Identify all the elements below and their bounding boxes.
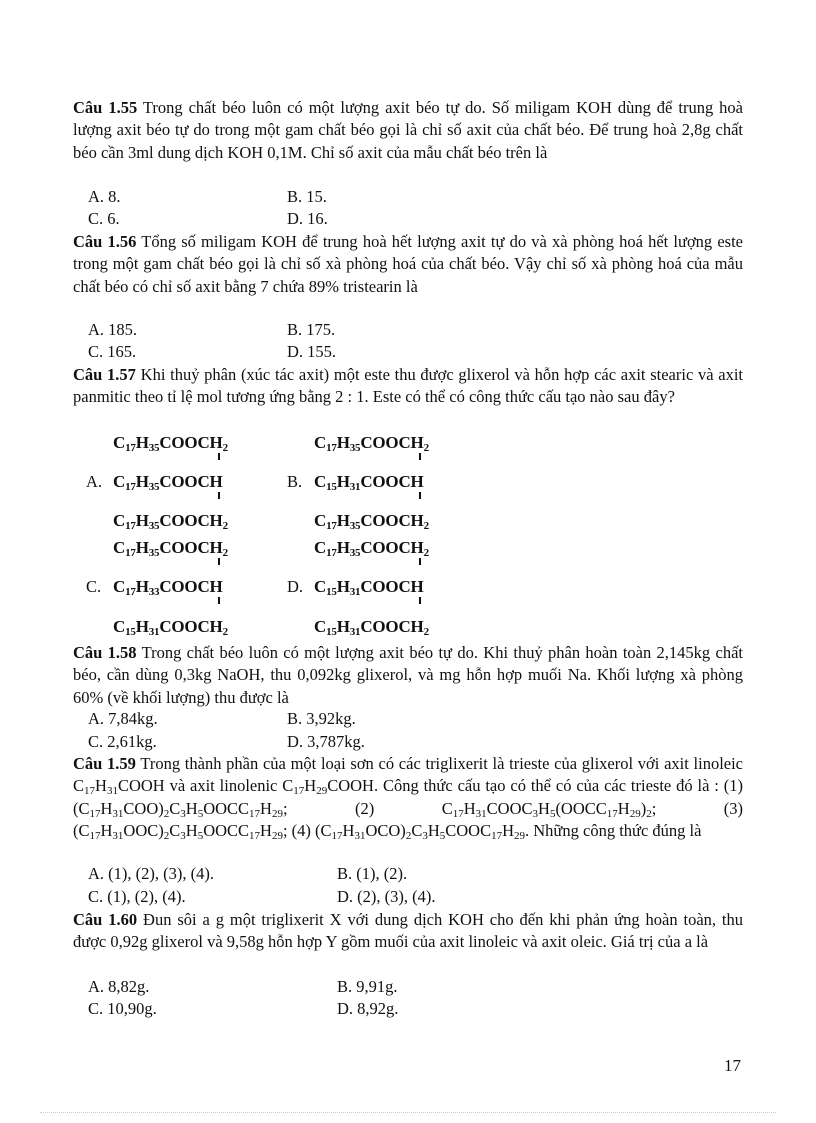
page-number: 17	[724, 1056, 741, 1075]
question-text: Khi thuỷ phân (xúc tác axit) một este thu được glixerol và hỗn hợp các axit stearic và axit panmitic theo tỉ lệ mol tương ứng bằng 2 : 1. Este có thể có công thức cấu tạo nào sau đây?	[73, 365, 744, 407]
answer-a: A. 8.	[88, 187, 121, 206]
question-1-58	[73, 642, 743, 709]
answer-c: C. 6.	[88, 209, 120, 228]
formula-c-3: $C_{15}H_{31}COOCH_2$	[113, 617, 228, 638]
question-text: Trong thành phần của một loại sơn có các triglixerit là trieste của glixerol với axit linoleic	[135, 754, 744, 773]
question-1-60	[73, 909, 743, 954]
formula-d-2: $C_{15}H_{31}COOCH$	[314, 577, 424, 598]
answer-a: A. (1), (2), (3), (4).	[88, 864, 214, 883]
answer-c: C. 165.	[88, 342, 137, 361]
formula-b-1: $C_{17}H_{35}COOCH_2$	[314, 433, 429, 454]
answer-a: A. 185.	[88, 320, 138, 339]
answer-d: D. 155.	[287, 342, 337, 361]
question-label: Câu 1.56	[73, 232, 137, 251]
answer-b: B. 9,91g.	[337, 977, 398, 996]
formula-b-2: $C_{15}H_{31}COOCH$	[314, 472, 424, 493]
question-1-56	[73, 231, 743, 298]
question-text: . Những công thức đúng là	[525, 821, 702, 841]
question-text: . Công thức cấu tạo có thể có của các trieste đó là :	[373, 776, 719, 796]
option-c-label: C.	[86, 577, 102, 596]
question-label: Câu 1.55	[73, 98, 138, 117]
answer-d: D. (2), (3), (4).	[337, 887, 436, 906]
formula-d-3: $C_{15}H_{31}COOCH_2$	[314, 617, 429, 638]
page-bottom-divider	[40, 1112, 776, 1113]
option-b-label: B.	[287, 472, 303, 491]
answer-c: C. 10,90g.	[88, 999, 157, 1018]
question-label: Câu 1.60	[73, 910, 138, 929]
answer-b: B. (1), (2).	[337, 864, 408, 883]
question-1-55	[73, 97, 743, 164]
answer-b: B. 175.	[287, 320, 336, 339]
question-label: Câu 1.57	[73, 365, 136, 384]
question-text: và axit linolenic	[169, 776, 278, 796]
option-a-label: A.	[86, 472, 103, 491]
option-d-label: D.	[287, 577, 304, 596]
question-1-57	[73, 364, 743, 409]
question-label: Câu 1.58	[73, 643, 137, 662]
answer-b: B. 3,92kg.	[287, 709, 356, 728]
answer-d: D. 3,787kg.	[287, 732, 365, 751]
question-text: Tổng số miligam KOH để trung hoà hết lượng axit tự do và xà phòng hoá hết lượng este trong một gam chất béo gọi là chỉ số xà phòng hoá của chất béo. Vậy chỉ số xà phòng hoá của mẫu chất béo có chỉ số axit bằng 7 chứa 89% tristearin là	[73, 232, 743, 296]
answer-d: D. 8,92g.	[337, 999, 399, 1018]
answer-c: C. (1), (2), (4).	[88, 887, 186, 906]
question-1-59: Câu 1.59 Trong thành phần của một loại sơn có các triglixerit là trieste của glixerol với axit linoleic $C_{17}H_{31}COOH$ và axit linolenic $C_{17}H_{29}COOH$. Công thức cấu tạo có thể có của các trieste đó là : (1) $(C_{17}H_{31}COO)_2C_3H_5OOCC_{17}H_{29}$; (2) $C_{17}H_{31}COOC_3H_5(OOCC_{17}H_{29})_2$; (3) $(C_{17}H_{31}OOC)_2C_3H_5OOCC_{17}H_{29}$; (4) $(C_{17}H_{31}OCO)_2C_3H_5COOC_{17}H_{29}$. Những công thức đúng là	[73, 754, 744, 843]
formula-a-3: $C_{17}H_{35}COOCH_2$	[113, 511, 228, 532]
formula-d-1: $C_{17}H_{35}COOCH_2$	[314, 538, 429, 559]
question-label: Câu 1.59	[73, 754, 136, 773]
formula-a-1: $C_{17}H_{35}COOCH_2$	[113, 433, 228, 454]
answer-c: C. 2,61kg.	[88, 732, 157, 751]
formula-b-3: $C_{17}H_{35}COOCH_2$	[314, 511, 429, 532]
formula-c-2: $C_{17}H_{33}COOCH$	[113, 577, 223, 598]
question-text: Trong chất béo luôn có một lượng axit béo tự do. Khi thuỷ phân hoàn toàn 2,145kg chất béo, cần dùng 0,3kg NaOH, thu 0,092kg glixerol, và mg hỗn hợp muối Na. Khối lượng xà phòng 60% (về khối lượng) thu được là	[73, 643, 743, 707]
formula-c-1: $C_{17}H_{35}COOCH_2$	[113, 538, 228, 559]
answer-b: B. 15.	[287, 187, 327, 206]
answer-a: A. 8,82g.	[88, 977, 150, 996]
question-text: Đun sôi a g một triglixerit X với dung dịch KOH cho đến khi phản ứng hoàn toàn, thu được 0,92g glixerol và 9,58g hỗn hợp Y gồm muối của axit linoleic và axit oleic. Giá trị của a là	[73, 910, 743, 952]
formula-a-2: $C_{17}H_{35}COOCH$	[113, 472, 223, 493]
answer-d: D. 16.	[287, 209, 328, 228]
answer-a: A. 7,84kg.	[88, 709, 158, 728]
question-text: Trong chất béo luôn có một lượng axit béo tự do. Số miligam KOH dùng để trung hoà lượng axit béo tự do trong một gam chất béo gọi là chỉ số axit của chất béo. Để trung hoà 2,8g chất béo cần 3ml dung dịch KOH 0,1M. Chỉ số axit của mẫu chất béo trên là	[73, 98, 743, 162]
